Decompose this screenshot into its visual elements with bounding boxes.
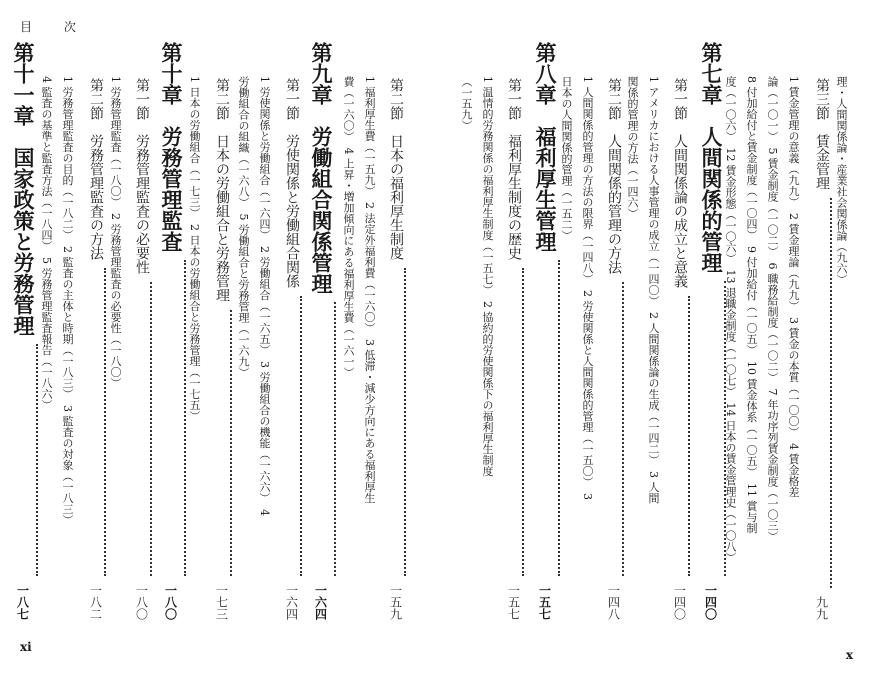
toc-item-line: 労働組合の組織（一六八） 5 労働組合と労務管理（一六九） — [237, 76, 250, 378]
toc-chapter-entry[interactable]: 第七章 人間関係的管理 一四〇 — [699, 42, 724, 620]
toc-section-entry[interactable]: 第一節 福利厚生制度の歴史 一五七 — [506, 78, 522, 620]
toc-section-entry[interactable]: 第二節 日本の福利厚生制度 一五九 — [388, 78, 404, 620]
toc-item-line: 1 労使関係と労働組合（一六四） 2 労働組合（一六五） 3 労働組合の機能（一六六） 4 — [258, 76, 271, 516]
toc-section-entry[interactable]: 第二節 人間関係的管理の方法 一四八 — [606, 78, 622, 620]
toc-chapter-entry[interactable]: 第九章 労働組合関係管理 一六四 — [309, 42, 334, 620]
toc-item-line: 度（一〇六） 12 賃金形態（一〇六） 13 退職金制度（一〇七） 14 日本の賃金管理史（一〇八） — [724, 76, 737, 563]
toc-item-line: 論（一〇一） 5 賃金制度（一〇二） 6 職務給制度（一〇二） 7 年功序列賃金制度（一〇三） — [766, 76, 779, 542]
toc-header: 目 次 — [20, 20, 90, 34]
toc-item-line: 1 労務管理監査の目的（一八二） 2 監査の主体と時期（一八三） 3 監査の対象（一八三） — [61, 76, 74, 526]
toc-section-entry[interactable]: 第三節 賃金管理 九九 — [814, 78, 830, 620]
toc-item-line: 8 付加給付と賃金制度（一〇四） 9 付加給付（一〇五） 10 賃金体系（一〇五） 11 賞与制 — [745, 76, 758, 534]
page-number-right: x — [845, 648, 853, 662]
toc-item-line: 4 監査の基準と監査方法（一八四） 5 労務管理監査報告（一八六） — [40, 76, 53, 411]
table-of-contents — [0, 40, 881, 632]
toc-item-line: 1 温情的労務関係の福利厚生制度（一五七） 2 協約的労使関係下の福利厚生制度 — [481, 76, 494, 477]
toc-item-line: 1 労務管理監査（一八〇） 2 労務管理監査の必要性（一八〇） — [109, 76, 122, 389]
toc-item-line: 日本の人間関係的管理（一五二） — [560, 76, 573, 241]
toc-item-line: 関係的管理の方法（一四六） — [626, 76, 639, 219]
page-number-left: xi — [20, 640, 32, 654]
toc-item-line: 1 福利厚生費（一五九） 2 法定外福利費（一六〇） 3 低滞・減少方向にある福利厚生 — [363, 76, 376, 504]
toc-item-line: 1 人間関係的管理の方法の限界（一四八） 2 労使関係と人間関係的管理（一五〇） 3 — [581, 76, 594, 500]
toc-item-line: 1 アメリカにおける人事管理の成立（一四〇） 2 人間関係論の生成（一四二） 3 人間 — [647, 76, 660, 504]
toc-chapter-entry[interactable]: 第十一章 国家政策と労務管理 一八七 — [11, 42, 36, 620]
toc-item-line: 理・人間関係論・産業社会関係論（九六） — [835, 76, 848, 285]
toc-section-entry[interactable]: 第二節 労務管理監査の方法 一八二 — [88, 78, 104, 620]
toc-item-line: 1 日本の労働組合（一七三） 2 日本の労働組合と労務管理（一七五） — [188, 76, 201, 422]
toc-chapter-entry[interactable]: 第八章 福利厚生管理 一五七 — [533, 42, 558, 620]
toc-section-entry[interactable]: 第一節 労使関係と労働組合関係 一六四 — [284, 78, 300, 620]
toc-item-line: 1 賃金管理の意義（九九） 2 賃金理論（九九） 3 賃金の本質（一〇〇） 4 賃金格差 — [787, 76, 800, 498]
toc-chapter-entry[interactable]: 第十章 労務管理監査 一八〇 — [159, 42, 184, 620]
toc-item-line: （一五九） — [460, 76, 473, 131]
toc-section-entry[interactable]: 第一節 労務管理監査の必要性 一八〇 — [134, 78, 150, 620]
toc-section-entry[interactable]: 第一節 人間関係論の成立と意義 一四〇 — [672, 78, 688, 620]
toc-item-line: 費（一六〇） 4 上昇・増加傾向にある福利厚生費（一六一） — [342, 76, 355, 378]
toc-section-entry[interactable]: 第二節 日本の労働組合と労務管理 一七三 — [214, 78, 230, 620]
